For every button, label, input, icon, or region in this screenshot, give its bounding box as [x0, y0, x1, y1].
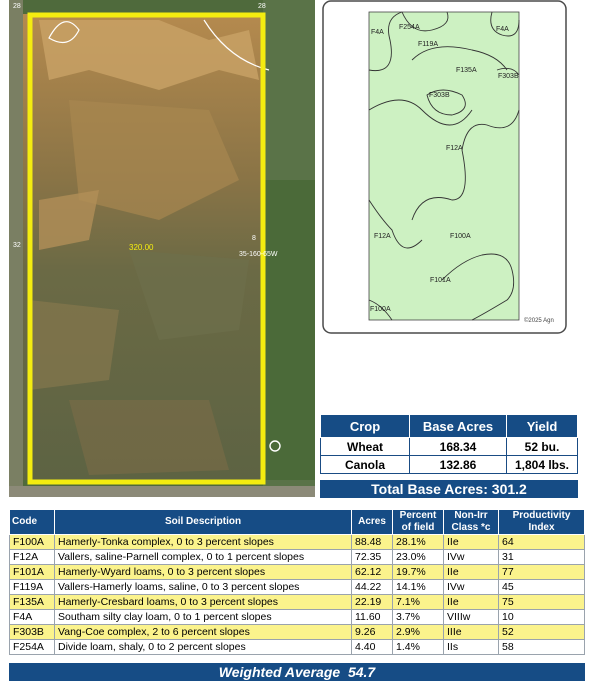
table-row	[10, 640, 585, 655]
soil-description: Divide loam, shaly, 0 to 2 percent slopes	[55, 640, 352, 655]
weighted-average-label: Weighted Average	[218, 664, 341, 680]
soil-index: 75	[499, 595, 585, 610]
table-row	[10, 580, 585, 595]
soil-label: F100A	[370, 306, 391, 313]
soil-class: IIe	[444, 595, 499, 610]
road-label: 28	[258, 3, 266, 10]
table-row	[10, 550, 585, 565]
soil-index: 64	[499, 535, 585, 550]
soil-percent: 7.1%	[393, 595, 444, 610]
soil-code: F100A	[10, 535, 55, 550]
soil-label: F303B	[429, 92, 450, 99]
soil-label: F101A	[430, 277, 451, 284]
table-row	[10, 565, 585, 580]
crop-yield: 52 bu.	[507, 438, 578, 456]
section-township-range: 35-160-65W	[239, 251, 278, 258]
soil-description: Vallers-Hamerly loams, saline, 0 to 3 percent slopes	[55, 580, 352, 595]
soil-label: F254A	[399, 24, 420, 31]
soil-acres: 62.12	[352, 565, 393, 580]
yield-header: Yield	[507, 415, 578, 438]
soil-percent: 28.1%	[393, 535, 444, 550]
soil-acres: 4.40	[352, 640, 393, 655]
section-number: 8	[252, 235, 256, 242]
weighted-average	[9, 663, 585, 681]
soil-index: 45	[499, 580, 585, 595]
soil-description: Hamerly-Tonka complex, 0 to 3 percent slopes	[55, 535, 352, 550]
road-label: 32	[13, 242, 21, 249]
acres-header: Acres	[352, 510, 393, 535]
soil-class: IIe	[444, 565, 499, 580]
table-row	[10, 625, 585, 640]
soil-acres: 22.19	[352, 595, 393, 610]
soil-index: 10	[499, 610, 585, 625]
soil-description: Hamerly-Wyard loams, 0 to 3 percent slopes	[55, 565, 352, 580]
soil-label: F303B	[498, 73, 519, 80]
soil-percent: 1.4%	[393, 640, 444, 655]
weighted-average-value: 54.7	[347, 664, 376, 680]
soil-label: F12A	[374, 233, 391, 240]
productivity-index-header: Productivity Index	[499, 510, 585, 535]
soil-acres: 88.48	[352, 535, 393, 550]
soil-code: F4A	[10, 610, 55, 625]
total-base-acres-value: 301.2	[491, 481, 527, 497]
code-header: Code	[10, 510, 55, 535]
soil-map-field	[369, 12, 519, 320]
crop-row	[321, 456, 578, 474]
map-copyright: ©2025 Agn	[524, 318, 554, 324]
total-base-acres	[320, 480, 578, 498]
total-base-acres-label: Total Base Acres:	[371, 481, 488, 497]
soil-label: F4A	[496, 26, 509, 33]
soil-index: 77	[499, 565, 585, 580]
soil-code: F135A	[10, 595, 55, 610]
soil-code: F254A	[10, 640, 55, 655]
table-row	[10, 595, 585, 610]
soil-index: 52	[499, 625, 585, 640]
table-row	[10, 610, 585, 625]
soil-index: 31	[499, 550, 585, 565]
crop-yield: 1,804 lbs.	[507, 456, 578, 474]
soil-description: Vang-Coe complex, 2 to 6 percent slopes	[55, 625, 352, 640]
soil-class: IVw	[444, 580, 499, 595]
soil-index: 58	[499, 640, 585, 655]
table-row	[10, 535, 585, 550]
soil-class: IVw	[444, 550, 499, 565]
soil-acres: 11.60	[352, 610, 393, 625]
soil-class: IIs	[444, 640, 499, 655]
crop-base-acres: 132.86	[410, 456, 507, 474]
soil-class: IIIe	[444, 625, 499, 640]
soil-percent: 2.9%	[393, 625, 444, 640]
soil-label: F4A	[371, 29, 384, 36]
soil-acres: 44.22	[352, 580, 393, 595]
aerial-photo	[9, 0, 315, 497]
soil-percent: 3.7%	[393, 610, 444, 625]
soil-percent: 14.1%	[393, 580, 444, 595]
soil-map	[322, 0, 567, 334]
soil-code: F119A	[10, 580, 55, 595]
soil-label: F135A	[456, 67, 477, 74]
soil-code: F101A	[10, 565, 55, 580]
soil-acres: 72.35	[352, 550, 393, 565]
road-label: 28	[13, 3, 21, 10]
soil-code: F12A	[10, 550, 55, 565]
soil-label: F119A	[418, 41, 439, 48]
soil-percent: 19.7%	[393, 565, 444, 580]
soil-class: VIIIw	[444, 610, 499, 625]
description-header: Soil Description	[55, 510, 352, 535]
soil-label: F100A	[450, 233, 471, 240]
soil-acres: 9.26	[352, 625, 393, 640]
soil-code: F303B	[10, 625, 55, 640]
soil-percent: 23.0%	[393, 550, 444, 565]
soil-table	[9, 509, 585, 655]
crop-row	[321, 438, 578, 456]
percent-header: Percent of field	[393, 510, 444, 535]
soil-description: Hamerly-Cresbard loams, 0 to 3 percent slopes	[55, 595, 352, 610]
crop-name: Canola	[321, 456, 410, 474]
crop-base-acres: 168.34	[410, 438, 507, 456]
crop-header: Crop	[321, 415, 410, 438]
soil-description: Southam silty clay loam, 0 to 1 percent slopes	[55, 610, 352, 625]
soil-label: F12A	[446, 145, 463, 152]
nonirr-class-header: Non-Irr Class *c	[444, 510, 499, 535]
soil-description: Vallers, saline-Parnell complex, 0 to 1 percent slopes	[55, 550, 352, 565]
soil-class: IIe	[444, 535, 499, 550]
crop-base-table	[320, 414, 578, 474]
base-acres-header: Base Acres	[410, 415, 507, 438]
field-acres-label: 320.00	[129, 243, 154, 252]
crop-name: Wheat	[321, 438, 410, 456]
